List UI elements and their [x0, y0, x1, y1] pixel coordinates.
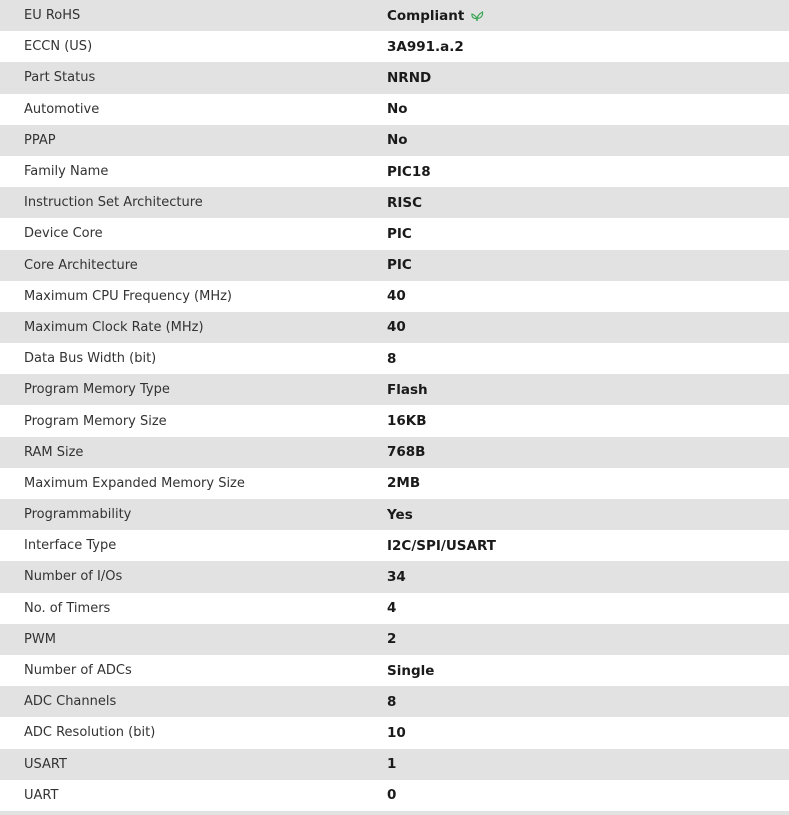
- spec-row: [0, 125, 789, 156]
- spec-value: 2: [387, 631, 397, 648]
- spec-label: ADC Channels: [24, 694, 117, 710]
- spec-row: [0, 281, 789, 312]
- spec-value-cell: [387, 94, 789, 125]
- spec-value-cell: [387, 437, 789, 468]
- spec-value: PIC: [387, 257, 412, 274]
- spec-label: Maximum Clock Rate (MHz): [24, 319, 204, 335]
- spec-value: 8: [387, 693, 397, 710]
- spec-row: [0, 717, 789, 748]
- spec-row: [0, 405, 789, 436]
- spec-value: No: [387, 132, 408, 149]
- spec-row: [0, 218, 789, 249]
- spec-row: [0, 499, 789, 530]
- spec-value-cell: [387, 374, 789, 405]
- spec-value: Flash: [387, 381, 428, 398]
- spec-value: 2MB: [387, 475, 421, 492]
- spec-value: 0: [387, 787, 397, 804]
- spec-value: 8: [387, 350, 397, 367]
- spec-row: [0, 468, 789, 499]
- spec-value: 4: [387, 600, 397, 617]
- spec-label: USART: [24, 756, 67, 772]
- spec-label: Interface Type: [24, 538, 117, 554]
- spec-value-cell: [387, 125, 789, 156]
- spec-row: [0, 374, 789, 405]
- spec-value: 40: [387, 319, 406, 336]
- spec-row: [0, 655, 789, 686]
- spec-label: Data Bus Width (bit): [24, 351, 157, 367]
- spec-row: [0, 156, 789, 187]
- spec-row: [0, 749, 789, 780]
- spec-row: [0, 593, 789, 624]
- spec-label: Part Status: [24, 70, 96, 86]
- spec-label: Instruction Set Architecture: [24, 195, 203, 211]
- leaf-icon: [470, 10, 484, 22]
- spec-value-cell: [387, 468, 789, 499]
- spec-value-cell: [387, 0, 789, 31]
- spec-value-cell: [387, 561, 789, 592]
- spec-value: 3A991.a.2: [387, 38, 464, 55]
- spec-value-cell: [387, 312, 789, 343]
- spec-label: PPAP: [24, 132, 56, 148]
- spec-value: 16KB: [387, 413, 427, 430]
- spec-label: Program Memory Type: [24, 382, 170, 398]
- spec-value: RISC: [387, 194, 423, 211]
- spec-row: [0, 530, 789, 561]
- spec-value: 10: [387, 724, 406, 741]
- spec-value: Single: [387, 662, 435, 679]
- spec-label: ECCN (US): [24, 39, 93, 55]
- spec-label: Family Name: [24, 164, 109, 180]
- spec-label: RAM Size: [24, 444, 84, 460]
- spec-value-cell: [387, 281, 789, 312]
- spec-row: [0, 686, 789, 717]
- spec-value: No: [387, 101, 408, 118]
- spec-value: PIC18: [387, 163, 431, 180]
- spec-value: 34: [387, 568, 406, 585]
- spec-label: EU RoHS: [24, 8, 81, 24]
- spec-value-cell: [387, 187, 789, 218]
- spec-value: NRND: [387, 69, 432, 86]
- spec-row: [0, 561, 789, 592]
- spec-row: [0, 94, 789, 125]
- spec-value-cell: [387, 62, 789, 93]
- spec-value-cell: [387, 686, 789, 717]
- spec-value-cell: [387, 655, 789, 686]
- next-row-edge: [0, 811, 789, 815]
- spec-value: I2C/SPI/USART: [387, 537, 496, 554]
- spec-value-cell: [387, 717, 789, 748]
- spec-label: Number of ADCs: [24, 663, 132, 679]
- spec-value-cell: [387, 250, 789, 281]
- spec-value: 768B: [387, 444, 426, 461]
- spec-label: UART: [24, 787, 59, 803]
- spec-value-cell: [387, 31, 789, 62]
- spec-label: PWM: [24, 631, 56, 647]
- spec-value: Yes: [387, 506, 413, 523]
- spec-value-cell: [387, 218, 789, 249]
- spec-label: Device Core: [24, 226, 103, 242]
- spec-value-cell: [387, 624, 789, 655]
- spec-label: Program Memory Size: [24, 413, 167, 429]
- spec-label: Maximum Expanded Memory Size: [24, 475, 245, 491]
- spec-value-cell: [387, 405, 789, 436]
- spec-row: [0, 187, 789, 218]
- spec-label: ADC Resolution (bit): [24, 725, 156, 741]
- spec-value-cell: [387, 780, 789, 811]
- spec-row: [0, 250, 789, 281]
- spec-value: 40: [387, 288, 406, 305]
- spec-value-cell: [387, 593, 789, 624]
- spec-label: Maximum CPU Frequency (MHz): [24, 288, 232, 304]
- spec-value-cell: [387, 156, 789, 187]
- spec-row: [0, 780, 789, 811]
- spec-value-cell: [387, 343, 789, 374]
- spec-value-cell: [387, 530, 789, 561]
- spec-row: [0, 624, 789, 655]
- spec-label: Automotive: [24, 101, 100, 117]
- spec-row: [0, 0, 789, 31]
- spec-row: [0, 343, 789, 374]
- spec-value: Compliant: [387, 7, 465, 24]
- spec-label: No. of Timers: [24, 600, 111, 616]
- spec-label: Number of I/Os: [24, 569, 123, 585]
- spec-row: [0, 31, 789, 62]
- spec-row: [0, 312, 789, 343]
- spec-label: Programmability: [24, 507, 132, 523]
- spec-value: 1: [387, 756, 397, 773]
- spec-value-cell: [387, 749, 789, 780]
- spec-value: PIC: [387, 225, 412, 242]
- spec-value-cell: [387, 499, 789, 530]
- spec-row: [0, 62, 789, 93]
- spec-row: [0, 437, 789, 468]
- spec-label: Core Architecture: [24, 257, 138, 273]
